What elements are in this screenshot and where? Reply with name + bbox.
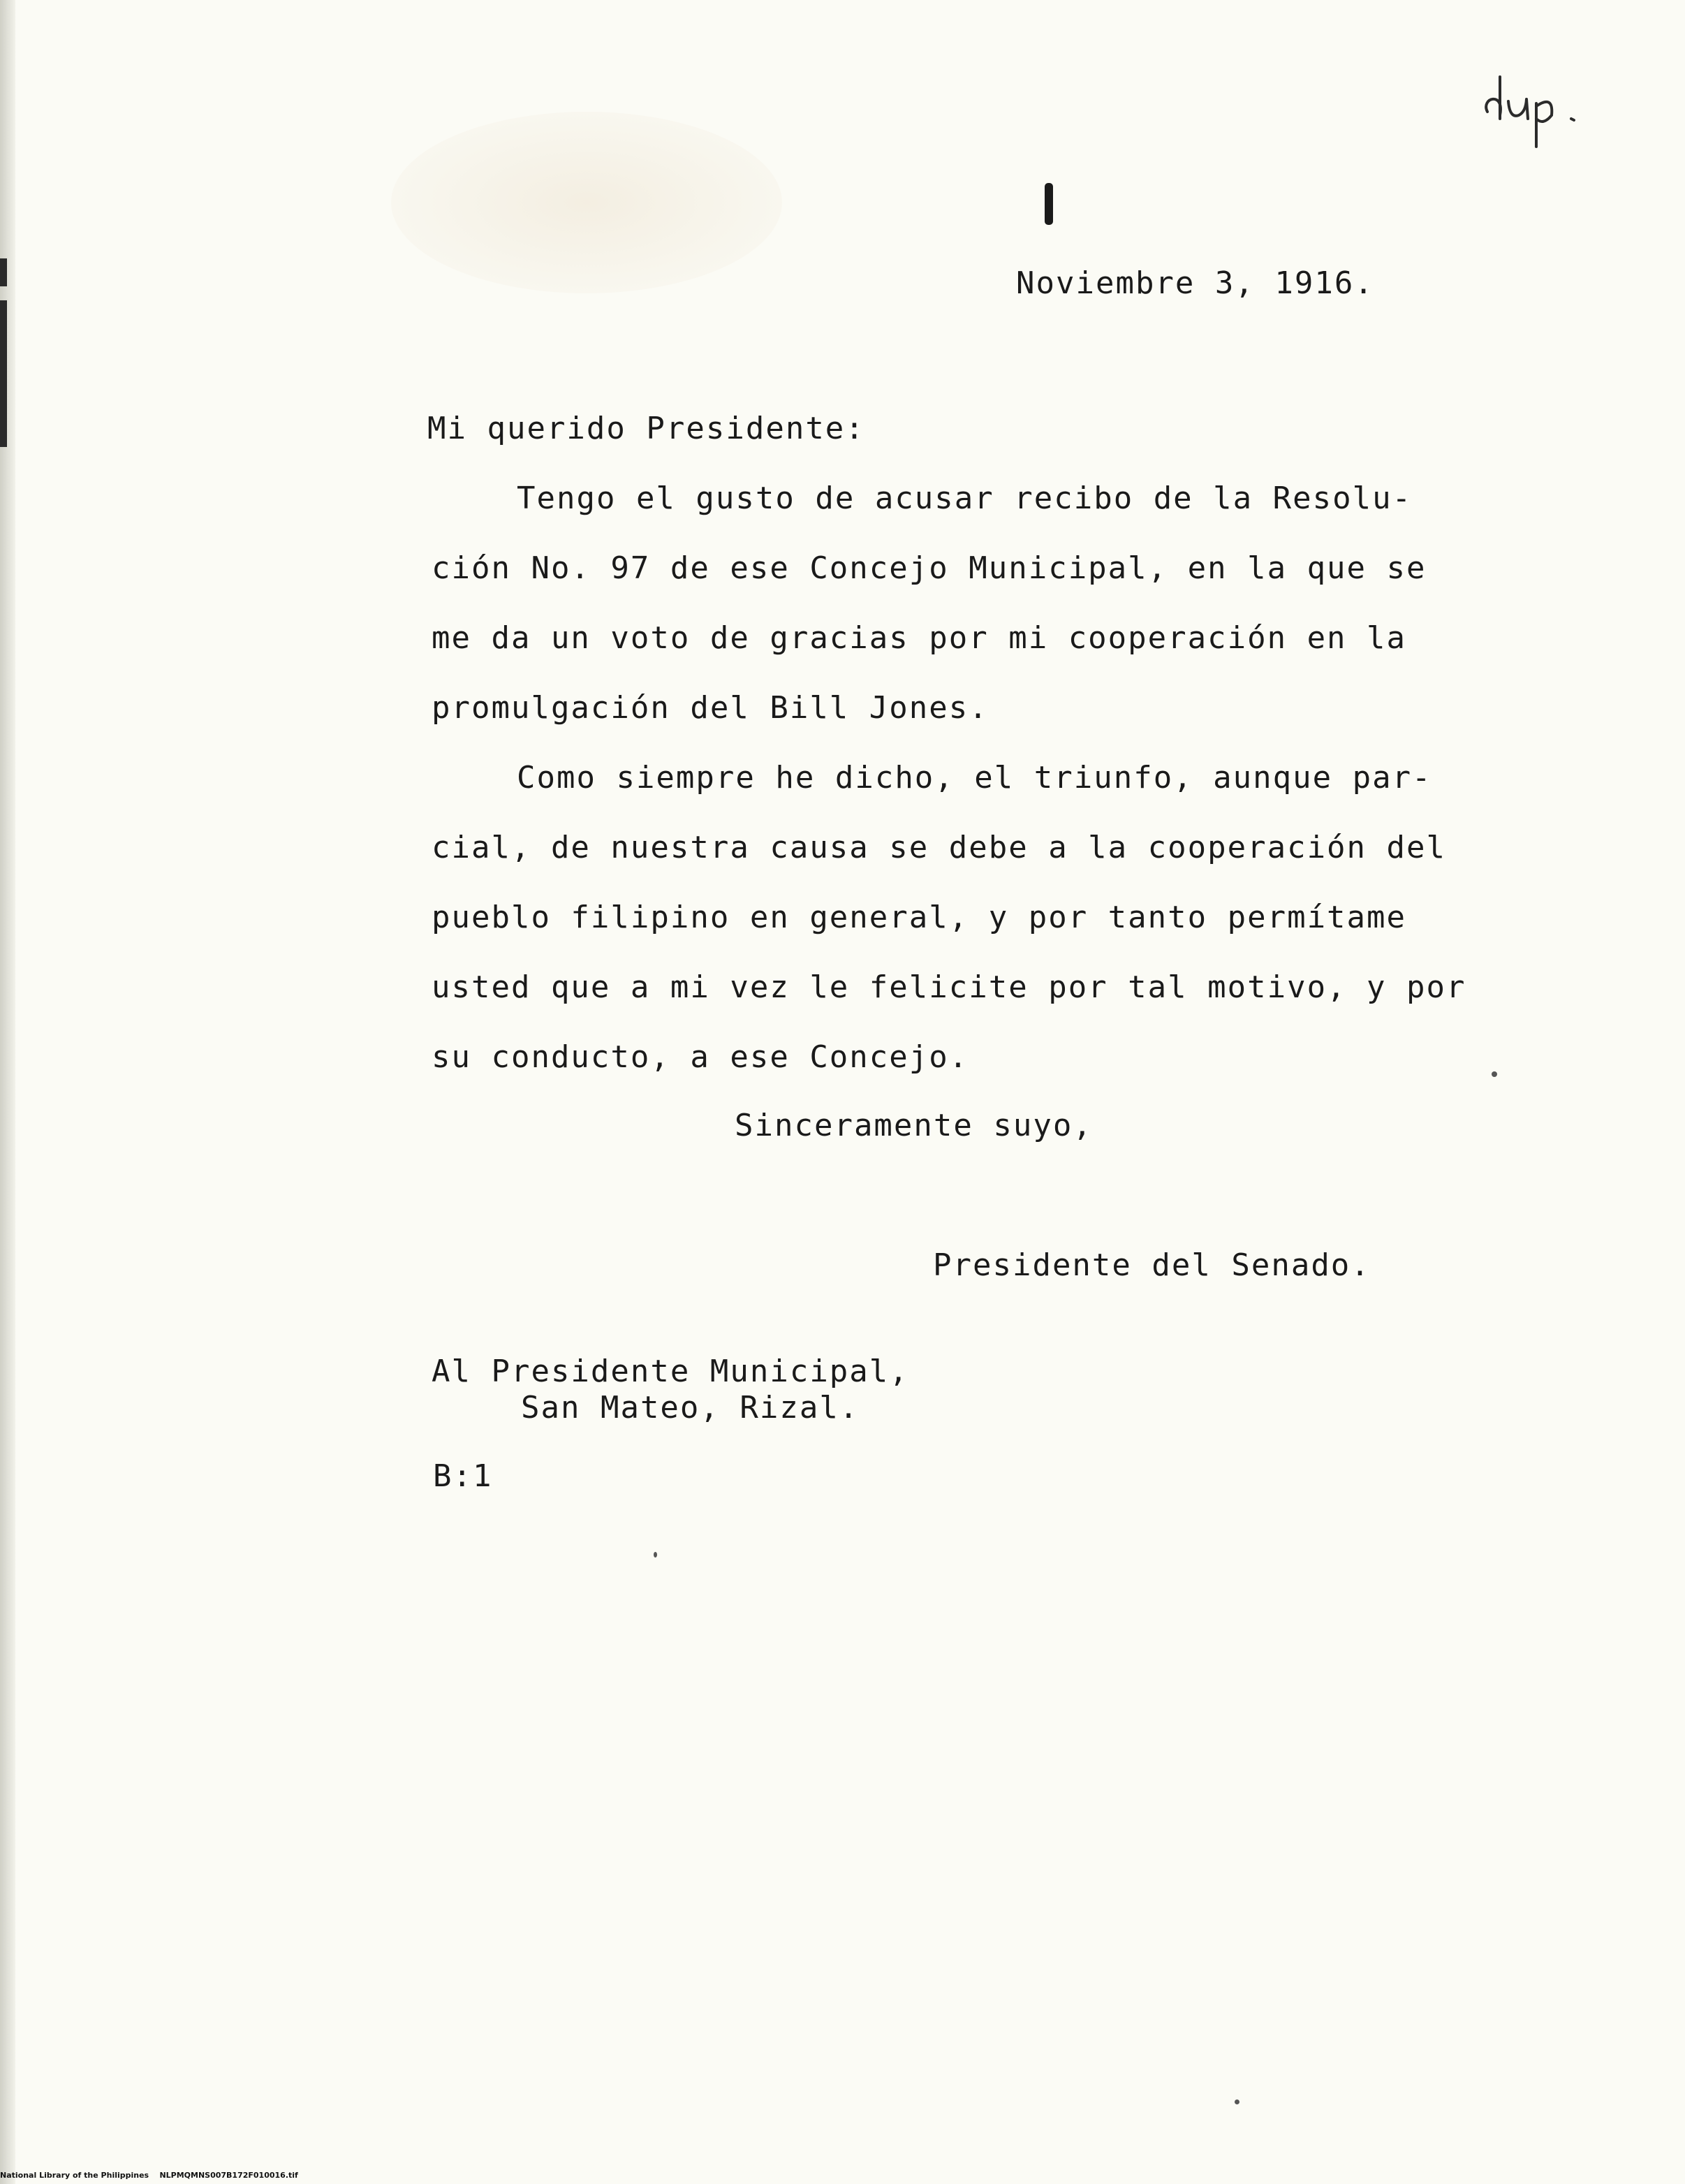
paper-speck	[654, 1552, 657, 1558]
archive-footer	[0, 2171, 298, 2180]
body-line: usted que a mi vez le felicite por tal motivo, y por	[432, 969, 1466, 1005]
body-line: ción No. 97 de ese Concejo Municipal, en la que se	[432, 550, 1427, 586]
paper-speck	[1235, 2099, 1239, 2104]
closing: Sinceramente suyo,	[735, 1108, 1093, 1143]
body-line: su conducto, a ese Concejo.	[432, 1039, 969, 1075]
salutation: Mi querido Presidente:	[427, 411, 865, 446]
paper-speck	[1492, 1071, 1497, 1077]
scanned-page-edge	[0, 0, 15, 2184]
body-line: me da un voto de gracias por mi cooperación en la	[432, 620, 1407, 656]
body-line: pueblo filipino en general, y por tanto permítame	[432, 900, 1407, 935]
signature-title: Presidente del Senado.	[933, 1247, 1371, 1283]
recipient-line: Al Presidente Municipal,	[432, 1354, 909, 1389]
body-line: Como siempre he dicho, el triunfo, aunque par-	[517, 760, 1432, 796]
reference-code: B:1	[433, 1458, 493, 1494]
body-line: Tengo el gusto de acusar recibo de la Resolu-	[517, 481, 1413, 516]
handwritten-annotation	[1466, 49, 1606, 154]
footer-library: National Library of the Philippines	[0, 2171, 149, 2180]
paper-stain	[391, 112, 782, 293]
typed-mark	[1045, 183, 1053, 225]
body-line: cial, de nuestra causa se debe a la cooperación del	[432, 830, 1447, 865]
recipient-line: San Mateo, Rizal.	[521, 1390, 860, 1426]
letter-date: Noviembre 3, 1916.	[1016, 265, 1374, 301]
footer-file-id: NLPMQMNS007B172F010016.tif	[159, 2171, 298, 2180]
annotation-text: dup.	[1466, 152, 1469, 153]
body-line: promulgación del Bill Jones.	[432, 690, 989, 726]
